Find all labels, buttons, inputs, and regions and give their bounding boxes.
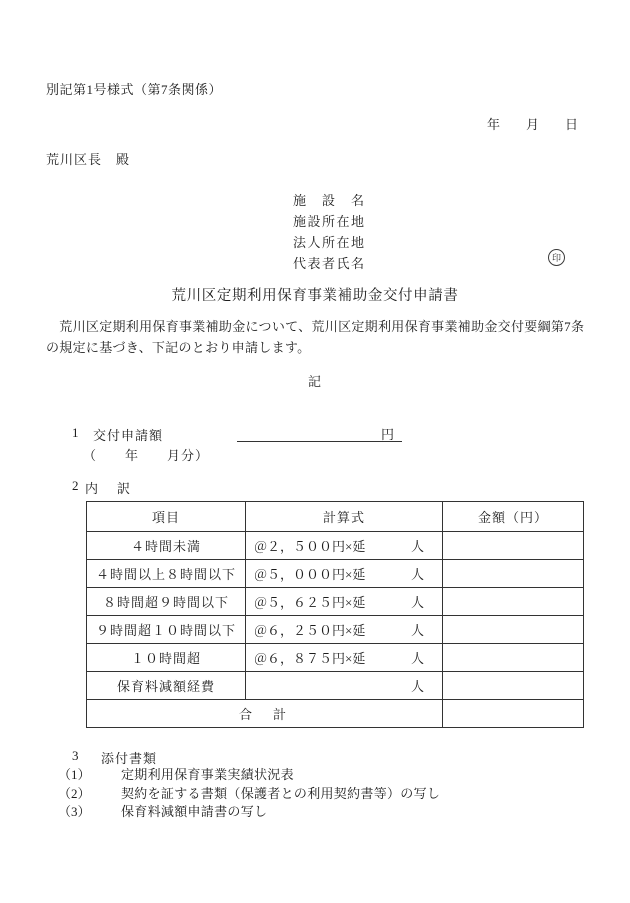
section2-number: 2 bbox=[72, 478, 79, 493]
representative-name-label: 代表者氏名 bbox=[293, 256, 366, 271]
application-amount-field bbox=[237, 424, 402, 442]
amount-cell bbox=[443, 672, 584, 700]
row-item: ４時間未満 bbox=[87, 532, 246, 560]
date-line bbox=[487, 114, 578, 133]
attachment-text: 保育料減額申請書の写し bbox=[121, 804, 268, 819]
date-day-label: 日 bbox=[564, 117, 578, 132]
row-formula-cell bbox=[246, 560, 443, 588]
row-item: ４時間以上８時間以下 bbox=[87, 560, 246, 588]
date-month-label: 月 bbox=[525, 117, 539, 132]
section3-label: 添付書類 bbox=[101, 751, 158, 766]
formula-text: ＠６，２５０円×延 bbox=[254, 623, 366, 638]
unit-label: 人 bbox=[410, 651, 424, 666]
formula-text: ＠５，０００円×延 bbox=[254, 567, 366, 582]
facility-name-label: 施 設 名 bbox=[293, 193, 366, 208]
unit-label: 人 bbox=[410, 567, 424, 582]
row-formula-cell bbox=[246, 588, 443, 616]
addressee: 荒川区長 殿 bbox=[46, 152, 131, 167]
attachment-number: （1） bbox=[58, 767, 91, 782]
row-formula-cell bbox=[246, 532, 443, 560]
table-row bbox=[87, 672, 584, 700]
date-year-label: 年 bbox=[486, 117, 500, 132]
note-mark: 記 bbox=[307, 374, 322, 389]
row-formula-cell bbox=[246, 616, 443, 644]
unit-label: 人 bbox=[410, 595, 424, 610]
attachment-text: 契約を証する書類（保護者との利用契約書等）の写し bbox=[121, 785, 441, 801]
table-row bbox=[87, 588, 584, 616]
table-total-row bbox=[87, 700, 584, 728]
document-title: 荒川区定期利用保育事業補助金交付申請書 bbox=[171, 288, 459, 304]
amount-cell bbox=[443, 644, 584, 672]
amount-cell bbox=[443, 532, 584, 560]
unit-label: 人 bbox=[410, 539, 424, 554]
amount-cell bbox=[443, 560, 584, 588]
attachment-item bbox=[58, 785, 440, 804]
row-item: ８時間超９時間以下 bbox=[87, 588, 246, 616]
header-formula: 計算式 bbox=[246, 502, 443, 532]
formula-text: ＠６，８７５円×延 bbox=[254, 651, 366, 666]
header-amount: 金額（円） bbox=[443, 502, 584, 532]
total-amount-cell bbox=[443, 700, 584, 728]
body-line-2: の規定に基づき、下記のとおり申請します。 bbox=[46, 339, 311, 355]
row-item: ９時間超１０時間以下 bbox=[87, 616, 246, 644]
attachment-number: （2） bbox=[58, 785, 91, 801]
row-formula-cell bbox=[246, 672, 443, 700]
applicant-block bbox=[293, 190, 366, 274]
table-row bbox=[87, 644, 584, 672]
table-row bbox=[87, 560, 584, 588]
body-paragraph bbox=[46, 317, 586, 358]
table-header-row bbox=[87, 502, 584, 532]
unit-label: 人 bbox=[410, 679, 424, 694]
formula-text: ＠５，６２５円×延 bbox=[254, 595, 366, 610]
section1-label: 交付申請額 bbox=[93, 428, 164, 443]
attachment-list bbox=[58, 766, 440, 822]
row-item: １０時間超 bbox=[87, 644, 246, 672]
section3-number: 3 bbox=[72, 748, 79, 763]
amount-unit-label: 円 bbox=[380, 427, 394, 442]
amount-cell bbox=[443, 616, 584, 644]
attachment-number: （3） bbox=[58, 804, 91, 819]
header-item: 項目 bbox=[87, 502, 246, 532]
table-row bbox=[87, 616, 584, 644]
section1-period: （ 年 月分） bbox=[83, 448, 210, 463]
attachment-text: 定期利用保育事業実績状況表 bbox=[121, 767, 294, 782]
attachment-item bbox=[58, 803, 440, 822]
section1-number: 1 bbox=[72, 425, 79, 440]
corporation-address-label: 法人所在地 bbox=[293, 235, 366, 250]
seal-icon: 印 bbox=[548, 249, 565, 266]
facility-address-label: 施設所在地 bbox=[293, 214, 366, 229]
unit-label: 人 bbox=[410, 623, 424, 638]
body-line-1: 荒川区定期利用保育事業補助金について、荒川区定期利用保育事業補助金交付要綱第7条 bbox=[46, 319, 585, 334]
formula-text: ＠２，５００円×延 bbox=[254, 539, 366, 554]
attachment-item bbox=[58, 766, 440, 785]
section2-label: 内 訳 bbox=[85, 481, 134, 496]
breakdown-table bbox=[86, 501, 584, 728]
row-item: 保育料減額経費 bbox=[87, 672, 246, 700]
table-row bbox=[87, 532, 584, 560]
form-number: 別記第1号様式（第7条関係） bbox=[46, 82, 223, 97]
amount-cell bbox=[443, 588, 584, 616]
row-formula-cell bbox=[246, 644, 443, 672]
total-label: 合 計 bbox=[87, 700, 443, 728]
